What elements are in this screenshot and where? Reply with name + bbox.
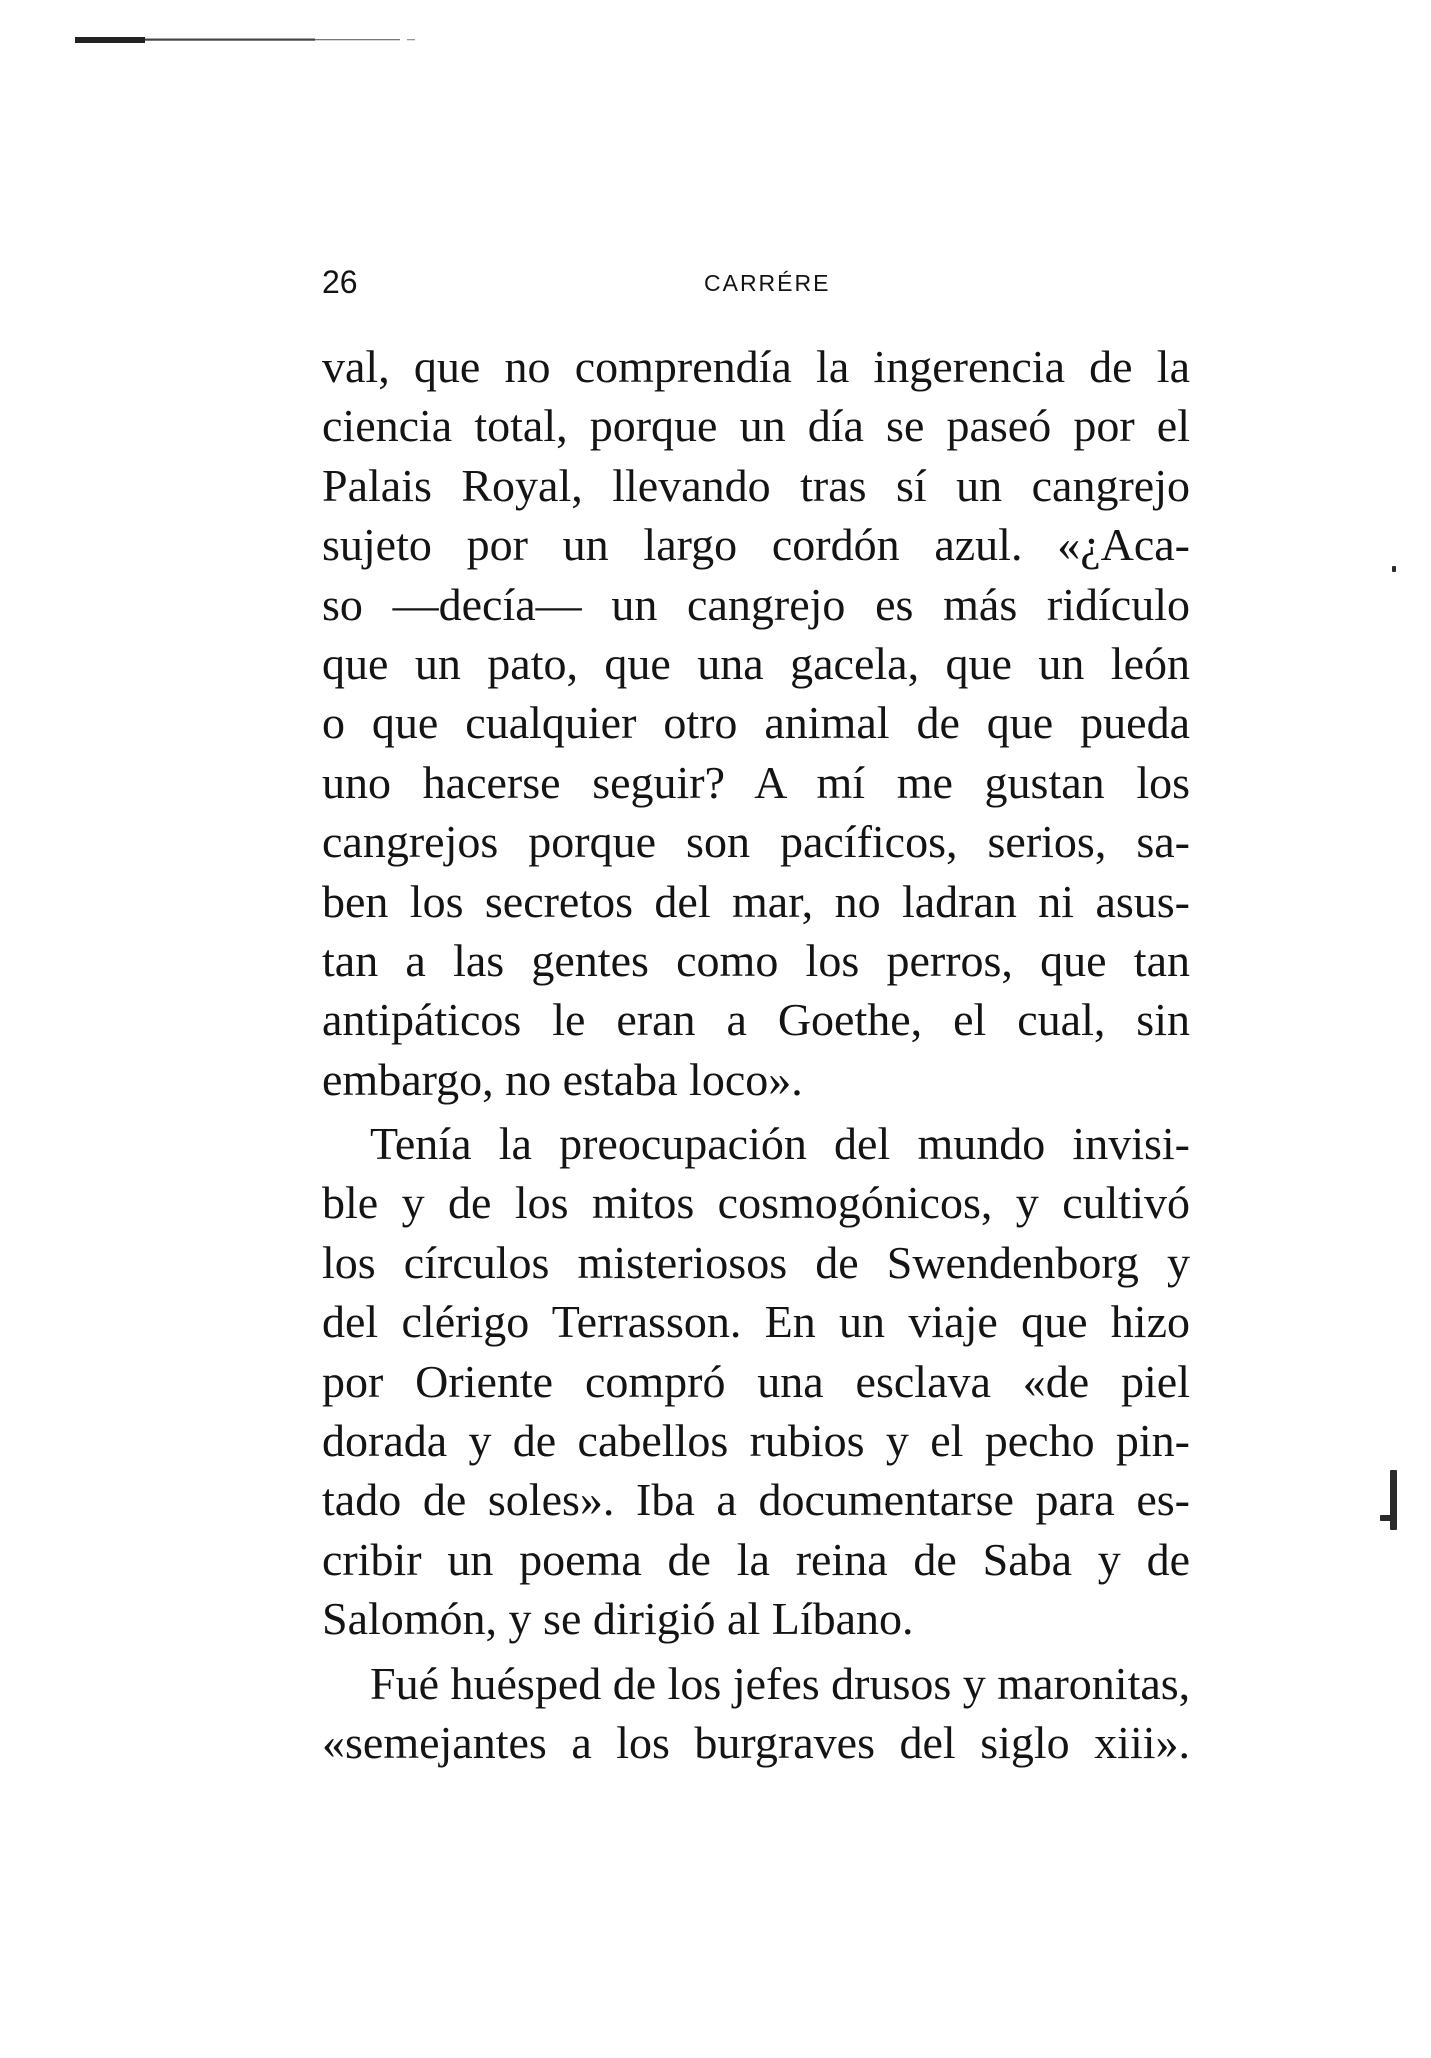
text-line: o que cualquier otro animal de que pueda [322,697,1190,749]
text-line: cangrejos porque son pacíficos, serios, sa- [322,816,1190,868]
body-text [322,337,1190,1772]
text-line: embargo, no estaba loco». [322,1053,803,1105]
page-header [322,262,1190,302]
page-number: 26 [322,264,358,300]
text-line: cribir un poema de la reina de Saba y de [322,1533,1190,1585]
text-line: Salomón, y se dirigió al Líbano. [322,1593,914,1645]
top-rule [75,36,417,44]
text-line: los círculos misteriosos de Swendenborg y [322,1236,1190,1288]
running-head: CARRÉRE [704,270,831,296]
paragraph-3 [322,1654,1190,1773]
text-line: ben los secretos del mar, no ladran ni asus- [322,875,1190,927]
text-line: por Oriente compró una esclava «de piel [322,1355,1190,1407]
scan-speck [1390,1470,1397,1530]
text-line: antipáticos le eran a Goethe, el cual, sin [322,994,1190,1046]
text-line: tado de soles». Iba a documentarse para es- [322,1474,1190,1526]
text-line: del clérigo Terrasson. En un viaje que hizo [322,1296,1190,1348]
text-line: Fué huésped de los jefes drusos y maronitas, [370,1657,1191,1709]
text-line: sujeto por un largo cordón azul. «¿Aca- [322,519,1190,571]
text-line: Tenía la preocupación del mundo invisi- [370,1118,1190,1170]
text-line: val, que no comprendía la ingerencia de la [322,341,1190,392]
text-line: tan a las gentes como los perros, que tan [322,934,1190,986]
text-line: que un pato, que una gacela, que un león [322,637,1190,689]
text-line: dorada y de cabellos rubios y el pecho pin- [322,1415,1190,1467]
text-line: Palais Royal, llevando tras sí un cangrejo [322,459,1190,511]
text-line: so —decía— un cangrejo es más ridículo [322,578,1190,630]
text-line: uno hacerse seguir? A mí me gustan los [322,756,1190,808]
text-line: ble y de los mitos cosmogónicos, y cultivó [322,1177,1190,1229]
text-line: ciencia total, porque un día se paseó por el [322,400,1190,452]
paragraph-1 [322,337,1190,1109]
scan-speck [1392,566,1396,572]
paragraph-2 [322,1114,1190,1649]
scan-speck [1380,1515,1396,1521]
text-line: «semejantes a los burgraves del siglo xiii». [322,1716,1190,1768]
